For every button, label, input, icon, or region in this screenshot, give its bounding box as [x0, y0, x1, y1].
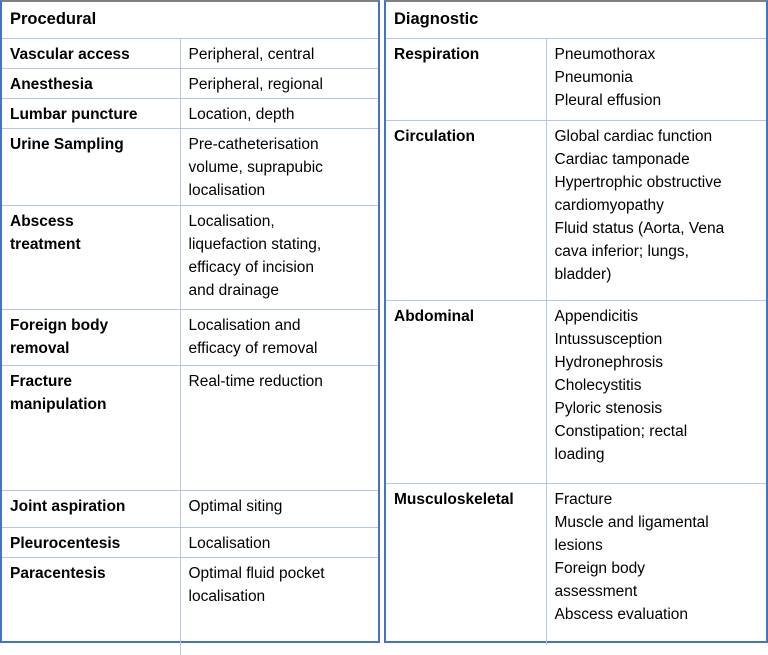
value-line: Localisation and: [188, 316, 301, 334]
procedural-table-container: [0, 0, 380, 643]
table-row: [2, 128, 378, 205]
value-line: Muscle and ligamental: [554, 513, 709, 531]
table-row: [386, 120, 766, 300]
table-row: [2, 38, 378, 68]
value-line: Fluid status (Aorta, Vena: [554, 219, 725, 237]
value-line: Pneumothorax: [554, 45, 656, 63]
value-line: liquefaction stating,: [188, 235, 322, 253]
value-line: lesions: [554, 536, 603, 554]
row-value: [180, 128, 378, 205]
row-value: [180, 309, 378, 365]
row-label: Vascular access: [2, 38, 180, 68]
value-line: Appendicitis: [554, 307, 639, 325]
value-line: Abscess evaluation: [554, 605, 689, 623]
value-line: Peripheral, regional: [188, 75, 323, 93]
value-line: Intussusception: [554, 330, 663, 348]
value-line: efficacy of incision: [188, 258, 314, 276]
value-line: bladder): [554, 265, 612, 283]
row-value: [180, 38, 378, 68]
table-row: [2, 68, 378, 98]
row-value: [180, 68, 378, 98]
value-line: Cholecystitis: [554, 376, 642, 394]
diagnostic-table: [386, 2, 766, 645]
value-line: Pre-catheterisation: [188, 135, 319, 153]
value-line: Real-time reduction: [188, 372, 323, 390]
value-line: Peripheral, central: [188, 45, 315, 63]
row-value: [180, 557, 378, 655]
procedural-header-row: [2, 2, 378, 38]
procedural-header-cell: Procedural: [2, 2, 378, 38]
value-line: assessment: [554, 582, 638, 600]
row-value: [546, 300, 766, 483]
value-line: localisation: [188, 181, 266, 199]
row-label: Lumbar puncture: [2, 98, 180, 128]
row-label: Paracentesis: [2, 557, 180, 655]
value-line: loading: [554, 445, 605, 463]
value-line: Optimal siting: [188, 497, 283, 515]
table-row: [2, 557, 378, 655]
value-line: Hydronephrosis: [554, 353, 664, 371]
row-value: [546, 483, 766, 645]
procedural-table: [2, 2, 378, 655]
value-line: volume, suprapubic: [188, 158, 323, 176]
row-label: [2, 365, 180, 490]
label-line: treatment: [10, 235, 81, 253]
value-line: Location, depth: [188, 105, 295, 123]
row-value: [546, 38, 766, 120]
table-row: [386, 38, 766, 120]
label-line: Foreign body: [10, 316, 109, 334]
table-row: [2, 98, 378, 128]
label-line: manipulation: [10, 395, 107, 413]
row-label: Abdominal: [386, 300, 546, 483]
diagnostic-table-container: [384, 0, 768, 643]
row-label: Circulation: [386, 120, 546, 300]
value-line: Fracture: [554, 490, 613, 508]
procedural-table-body: [2, 2, 378, 655]
diagnostic-header-cell: Diagnostic: [386, 2, 766, 38]
value-line: cardiomyopathy: [554, 196, 664, 214]
value-line: cava inferior; lungs,: [554, 242, 689, 260]
value-line: Constipation; rectal: [554, 422, 688, 440]
value-line: Pneumonia: [554, 68, 633, 86]
row-value: [180, 365, 378, 490]
row-value: [180, 527, 378, 557]
row-label: Pleurocentesis: [2, 527, 180, 557]
value-line: Optimal fluid pocket: [188, 564, 325, 582]
value-line: Pyloric stenosis: [554, 399, 663, 417]
value-line: localisation: [188, 587, 266, 605]
value-line: Foreign body: [554, 559, 645, 577]
table-row: [2, 365, 378, 490]
label-line: removal: [10, 339, 70, 357]
table-row: [386, 483, 766, 645]
row-value: [180, 490, 378, 527]
value-line: Cardiac tamponade: [554, 150, 690, 168]
row-label: Anesthesia: [2, 68, 180, 98]
value-line: and drainage: [188, 281, 279, 299]
row-label: [2, 309, 180, 365]
table-row: [2, 205, 378, 309]
row-label: [2, 205, 180, 309]
row-value: [546, 120, 766, 300]
row-value: [180, 205, 378, 309]
table-row: [386, 300, 766, 483]
table-row: [2, 309, 378, 365]
value-line: efficacy of removal: [188, 339, 318, 357]
row-label: Joint aspiration: [2, 490, 180, 527]
value-line: Localisation: [188, 534, 271, 552]
value-line: Pleural effusion: [554, 91, 662, 109]
table-row: [2, 527, 378, 557]
row-label: Urine Sampling: [2, 128, 180, 205]
diagnostic-table-body: [386, 2, 766, 645]
diagnostic-header-row: [386, 2, 766, 38]
value-line: Global cardiac function: [554, 127, 713, 145]
value-line: Localisation,: [188, 212, 275, 230]
row-value: [180, 98, 378, 128]
label-line: Abscess: [10, 212, 74, 230]
row-label: Musculoskeletal: [386, 483, 546, 645]
table-row: [2, 490, 378, 527]
row-label: Respiration: [386, 38, 546, 120]
value-line: Hypertrophic obstructive: [554, 173, 722, 191]
label-line: Fracture: [10, 372, 73, 390]
